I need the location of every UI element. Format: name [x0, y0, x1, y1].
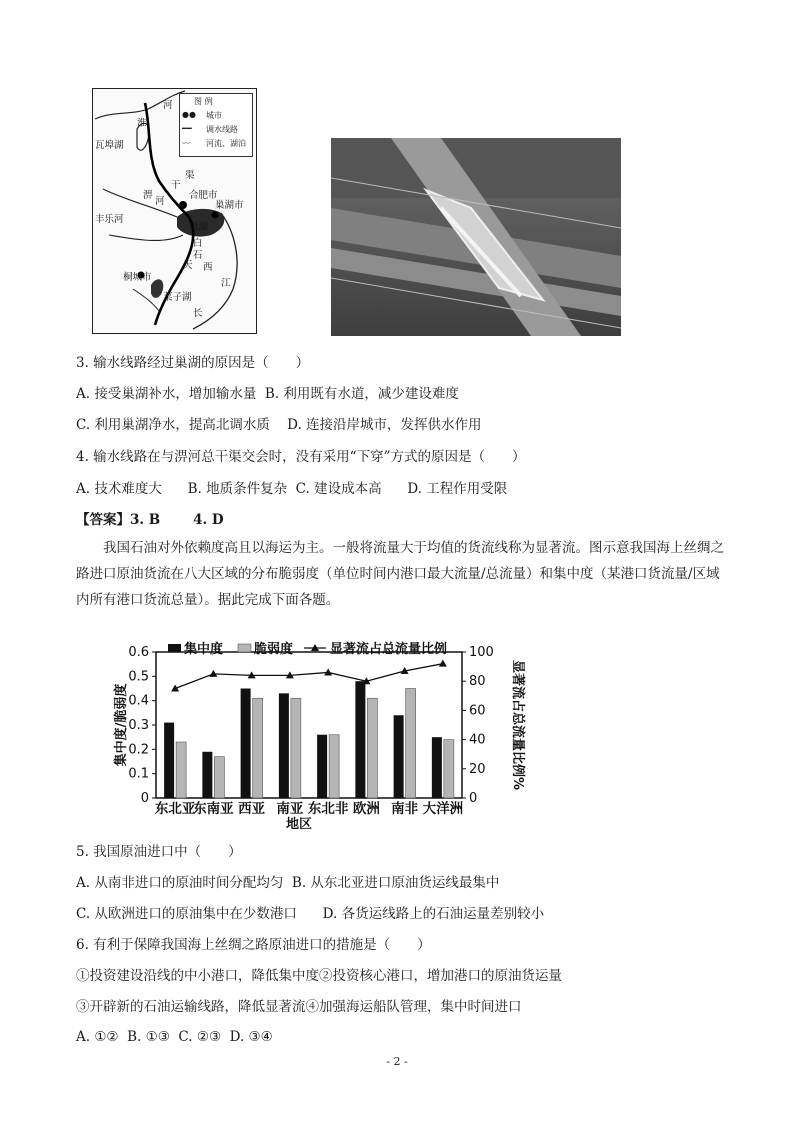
- map-label: 丰乐河: [95, 214, 124, 225]
- bar-concentration: [164, 723, 174, 798]
- map-label: 巢湖: [189, 222, 209, 233]
- q5-options-ab: A. 从南非进口的原油时间分配均匀 B. 从东北亚进口原油货运线最集中: [76, 875, 500, 891]
- category-label: 东北亚: [154, 801, 196, 817]
- x-axis-label: 地区: [285, 817, 313, 832]
- q3-options-cd: C. 利用巢湖净水，提高北调水质 D. 连接沿岸城市，发挥供水作用: [76, 417, 482, 433]
- bar-concentration: [279, 693, 289, 798]
- y-tick-label: 0.3: [128, 718, 149, 733]
- legend-swatch-concentration: [168, 644, 181, 652]
- y-axis-label: 集中度/脆弱度: [114, 683, 129, 767]
- legend-swatch-vulnerability: [238, 644, 251, 652]
- legend-label-vulnerability: 脆弱度: [254, 642, 294, 657]
- bar-concentration: [317, 735, 327, 798]
- map-label: 石: [193, 250, 203, 261]
- map-label: 渠: [185, 170, 195, 181]
- bar-vulnerability: [329, 735, 339, 798]
- bar-concentration: [202, 752, 212, 798]
- map-label: 江: [221, 278, 231, 289]
- category-label: 西亚: [238, 801, 266, 817]
- map-label: 巢湖市: [215, 200, 244, 211]
- category-label: 欧洲: [352, 801, 380, 817]
- map-legend: [179, 93, 253, 157]
- y-tick-label: 0.2: [128, 742, 149, 758]
- map-label: 合肥市: [189, 190, 218, 201]
- q6-measures-12: ①投资建设沿线的中小港口，降低集中度②投资核心港口，增加港口的原油货运量: [76, 968, 562, 984]
- q6-measures-34: ③开辟新的石油运输线路，降低显著流④加强海运船队管理，集中时间进口: [76, 999, 522, 1015]
- map-label: 淠: [143, 190, 153, 201]
- legend-route: 调水线路: [206, 125, 238, 134]
- y2-tick-label: 0: [469, 791, 478, 806]
- y2-tick-label: 40: [469, 732, 486, 748]
- legend-river: 河流、湖泊: [206, 139, 246, 148]
- bar-vulnerability: [291, 698, 301, 798]
- legend-label-significant-flow: 显著流占总流量比例: [330, 642, 448, 657]
- oil-import-chart: [112, 638, 532, 833]
- map-label: 白: [193, 238, 203, 249]
- q4-stem: 4. 输水线路在与淠河总干渠交会时，没有采用“下穿”方式的原因是（ ）: [76, 449, 526, 465]
- category-label: 东南亚: [193, 801, 234, 817]
- map-label: 桐城市: [123, 272, 152, 283]
- map-label: 天: [183, 260, 193, 271]
- map-label: 河: [163, 100, 173, 111]
- q5-stem: 5. 我国原油进口中（ ）: [76, 844, 242, 860]
- water-diversion-map: [92, 88, 257, 334]
- map-label: 瓦埠湖: [95, 140, 124, 151]
- map-label: 河: [155, 196, 165, 207]
- map-label: 干: [171, 180, 181, 191]
- bar-vulnerability: [444, 740, 454, 798]
- q3-options-ab: A. 接受巢湖补水，增加输水量 B. 利用既有水道，减少建设难度: [76, 386, 459, 402]
- q4-options: A. 技术难度大 B. 地质条件复杂 C. 建设成本高 D. 工程作用受限: [76, 481, 508, 497]
- y-tick-label: 0: [140, 791, 149, 806]
- y-tick-label: 0.5: [128, 669, 149, 685]
- q5-options-cd: C. 从欧洲进口的原油集中在少数港口 D. 各货运线路上的石油运量差别较小: [76, 906, 545, 922]
- legend-title: 图 例: [194, 97, 213, 106]
- q6-options: A. ①② B. ①③ C. ②③ D. ③④: [76, 1029, 273, 1045]
- page-number: - 2 -: [386, 1055, 408, 1068]
- legend-label-concentration: 集中度: [184, 642, 224, 657]
- bar-concentration: [355, 681, 365, 798]
- category-label: 大洋洲: [422, 801, 464, 817]
- bar-vulnerability: [367, 698, 377, 798]
- category-label: 南亚: [276, 801, 304, 817]
- q3-stem: 3. 输水线路经过巢湖的原因是（ ）: [76, 355, 310, 371]
- significant-flow-marker: [324, 668, 332, 675]
- river-icon: 〰: [182, 139, 190, 148]
- y2-axis-label: 显著流占总流量比例%: [510, 659, 525, 791]
- bar-vulnerability: [253, 698, 263, 798]
- y-tick-label: 0.4: [128, 693, 149, 709]
- significant-flow-marker: [439, 660, 447, 667]
- y2-tick-label: 100: [469, 645, 494, 660]
- y2-tick-label: 80: [469, 674, 486, 690]
- passage-text: 我国石油对外依赖度高且以海运为主。一般将流量大于均值的货流线称为显著流。图示意我国海上丝绸之路进口原油货流在八大区域的分布脆弱度（单位时间内港口最大流量/总流量）和集中度（某港口货流量/区域内所有港口货流总量）。据此完成下面各题。: [76, 540, 724, 608]
- map-label: 西: [203, 262, 213, 273]
- y2-tick-label: 60: [469, 703, 486, 719]
- bar-vulnerability: [176, 742, 186, 798]
- map-label: 淮: [137, 118, 147, 129]
- map-label: 菜子湖: [163, 292, 192, 303]
- bar-vulnerability: [406, 689, 416, 799]
- bar-concentration: [241, 689, 251, 799]
- bar-concentration: [394, 715, 404, 798]
- y2-tick-label: 20: [469, 761, 486, 777]
- category-label: 南非: [391, 801, 419, 817]
- legend-city: 城市: [206, 111, 222, 120]
- map-label: 长: [193, 308, 203, 319]
- route-icon: ━━: [182, 124, 192, 133]
- aqueduct-bridge-photo: [331, 138, 621, 336]
- q6-stem: 6. 有利于保障我国海上丝绸之路原油进口的措施是（ ）: [76, 937, 431, 953]
- bar-vulnerability: [214, 757, 224, 798]
- answer-line: 【答案】3. B 4. D: [76, 512, 224, 528]
- y-tick-label: 0.6: [128, 645, 149, 660]
- y-tick-label: 0.1: [128, 766, 149, 782]
- photo-drawing: [331, 138, 621, 336]
- chart-svg: [112, 638, 532, 833]
- bar-concentration: [432, 737, 442, 798]
- city-icon: ●●: [182, 110, 196, 119]
- category-label: 东北非: [307, 801, 349, 817]
